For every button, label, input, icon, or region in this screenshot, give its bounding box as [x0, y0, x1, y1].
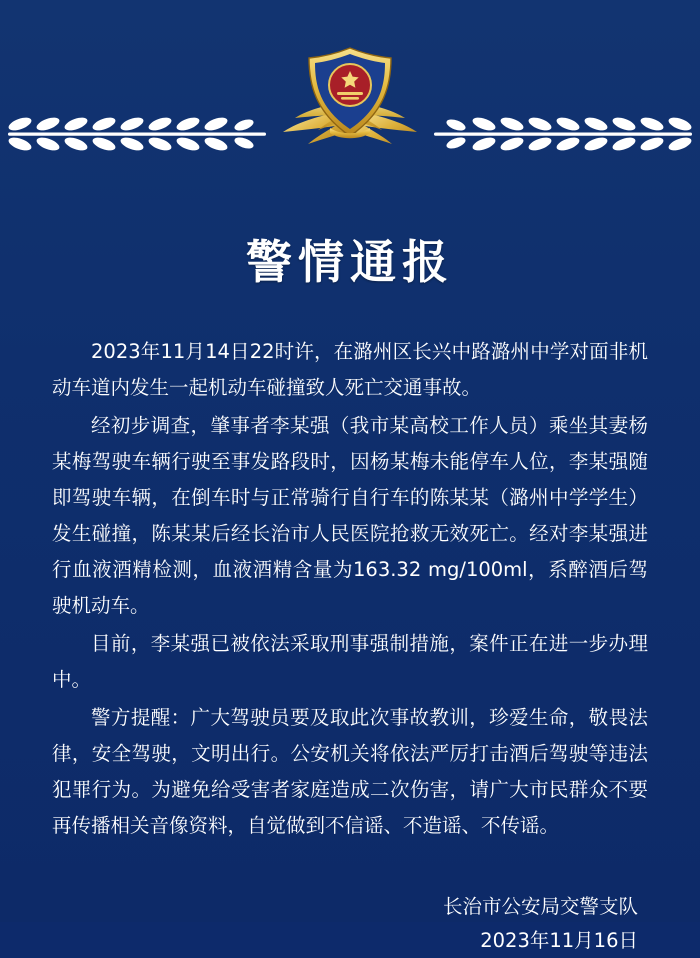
notice-body: [52, 334, 648, 844]
body-paragraph: 经初步调查，肇事者李某强（我市某高校工作人员）乘坐其妻杨某梅驾驶车辆行驶至事发路段时，因杨某梅未能停车人位，李某强随即驾驶车辆，在倒车时与正常骑行自行车的陈某某（潞州中学学生）发生碰撞，陈某某后经长治市人民医院抢救无效死亡。经对李某强进行血液酒精检测，血液酒精含量为163.32 mg/100ml，系醉酒后驾驶机动车。: [52, 414, 648, 617]
signature-block: [0, 890, 638, 958]
signature-date: 2023年11月16日: [480, 929, 638, 952]
body-paragraph: 目前，李某强已被依法采取刑事强制措施，案件正在进一步办理中。: [52, 632, 648, 691]
page-title: 警情通报: [246, 235, 454, 289]
laurel-branch-left-icon: [8, 112, 283, 156]
document-header: [0, 0, 700, 190]
body-paragraph: 警方提醒：广大驾驶员要及取此次事故教训，珍爱生命，敬畏法律，安全驾驶，文明出行。公安机关将依法严厉打击酒后驾驶等违法犯罪行为。为避免给受害者家庭造成二次伤害，请广大市民群众不要再传播相关音像资料，自觉做到不信谣、不造谣、不传谣。: [52, 706, 648, 837]
body-paragraph: 2023年11月14日22时许，在潞州区长兴中路潞州中学对面非机动车道内发生一起机动车碰撞致人死亡交通事故。: [52, 340, 648, 399]
laurel-branch-right-icon: [417, 112, 692, 156]
china-police-badge-icon: [275, 40, 425, 158]
signature-issuer: 长治市公安局交警支队: [442, 895, 638, 918]
